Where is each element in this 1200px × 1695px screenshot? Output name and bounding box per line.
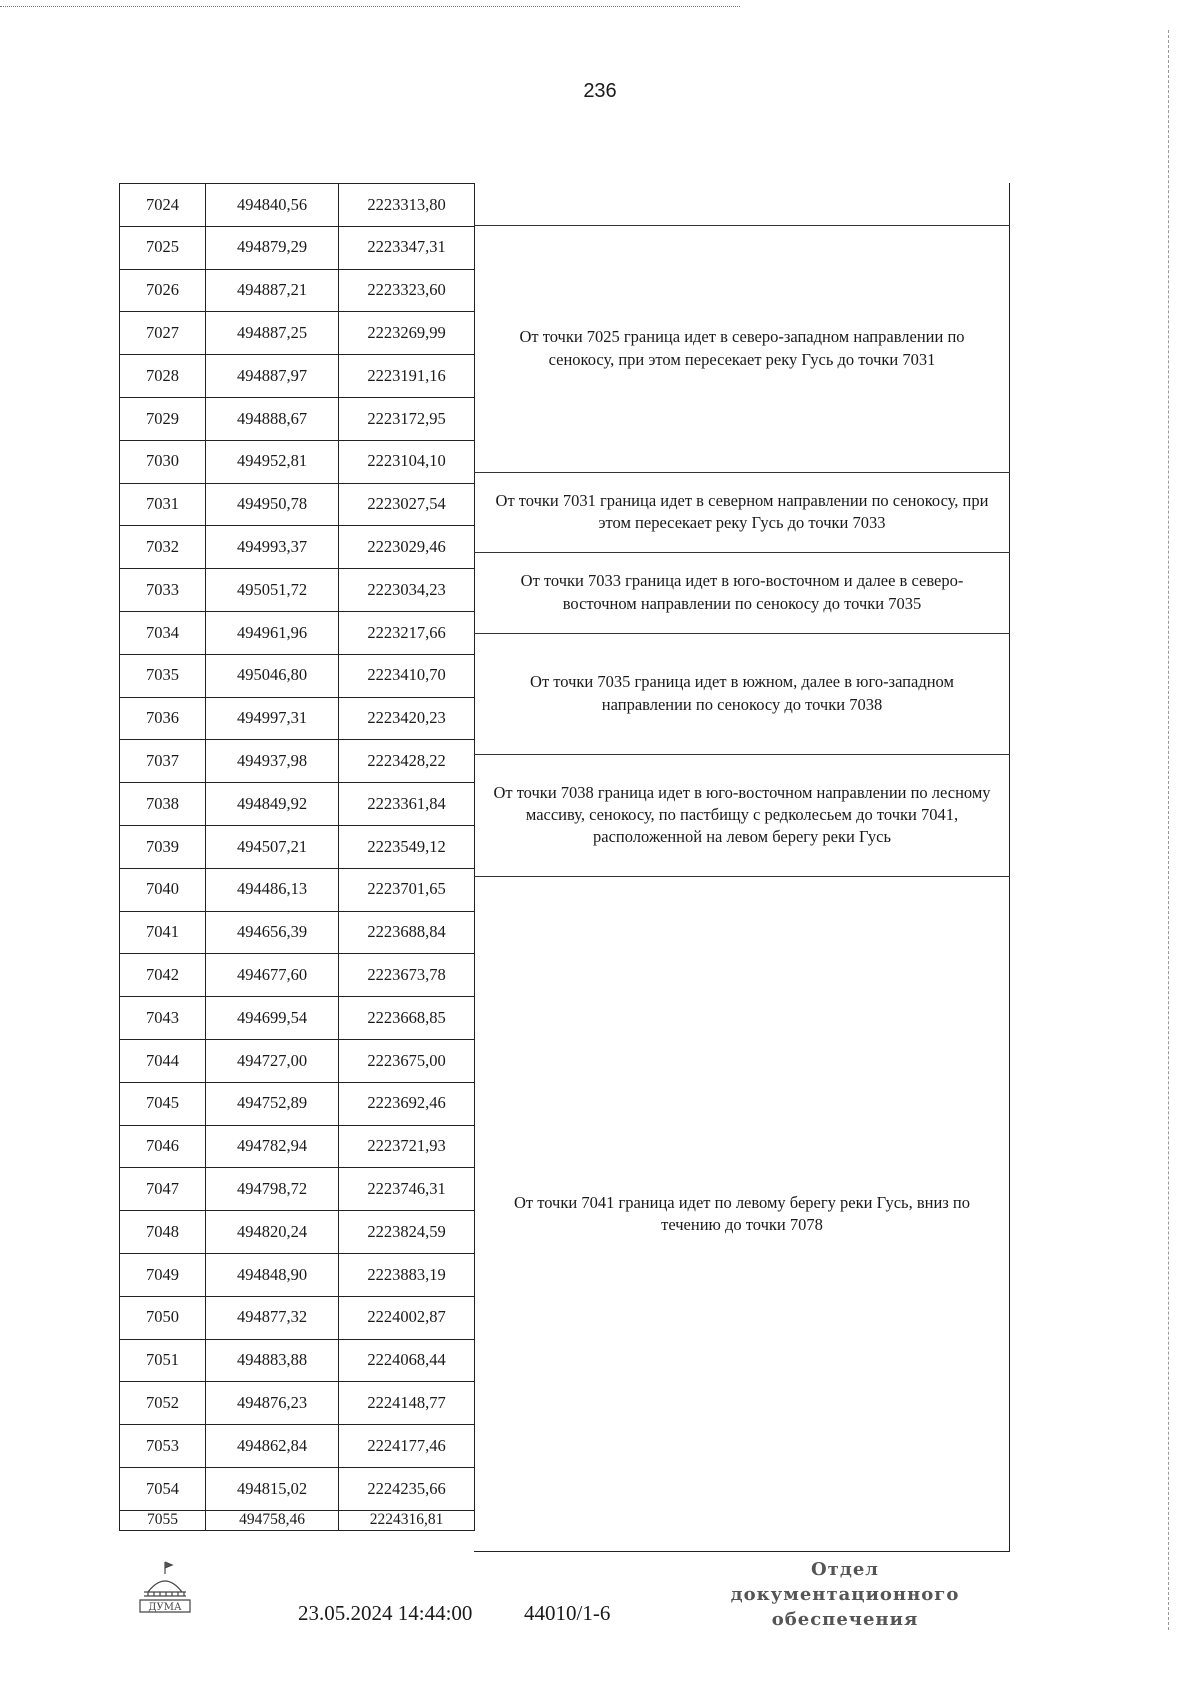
department-stamp [700,1557,990,1633]
y-coordinate-cell: 2224002,87 [339,1296,475,1339]
point-number-cell: 7050 [120,1296,206,1339]
table-row [120,1382,475,1425]
point-number-cell: 7026 [120,269,206,312]
x-coordinate-cell: 494887,21 [206,269,339,312]
x-coordinate-cell: 494840,56 [206,184,339,227]
point-number-cell: 7044 [120,1039,206,1082]
y-coordinate-cell: 2224148,77 [339,1382,475,1425]
y-coordinate-cell: 2224068,44 [339,1339,475,1382]
scan-edge-right [1168,30,1169,1630]
point-number-cell: 7041 [120,911,206,954]
table-row [120,1125,475,1168]
y-coordinate-cell: 2223410,70 [339,654,475,697]
table-row [120,397,475,440]
point-number-cell: 7048 [120,1211,206,1254]
y-coordinate-cell: 2223549,12 [339,825,475,868]
point-number-cell: 7031 [120,483,206,526]
y-coordinate-cell: 2224316,81 [339,1510,475,1530]
scan-edge-top [0,6,740,7]
y-coordinate-cell: 2223172,95 [339,397,475,440]
point-number-cell: 7055 [120,1510,206,1530]
x-coordinate-cell: 494815,02 [206,1467,339,1510]
x-coordinate-cell: 494820,24 [206,1211,339,1254]
table-row [120,654,475,697]
x-coordinate-cell: 494877,32 [206,1296,339,1339]
y-coordinate-cell: 2223675,00 [339,1039,475,1082]
point-number-cell: 7054 [120,1467,206,1510]
y-coordinate-cell: 2223104,10 [339,440,475,483]
table-row [120,697,475,740]
y-coordinate-cell: 2224177,46 [339,1425,475,1468]
coordinates-table [119,183,475,1531]
table-row [120,569,475,612]
point-number-cell: 7030 [120,440,206,483]
table-row [120,1467,475,1510]
x-coordinate-cell: 494862,84 [206,1425,339,1468]
y-coordinate-cell: 2223673,78 [339,954,475,997]
x-coordinate-cell: 494752,89 [206,1082,339,1125]
point-number-cell: 7049 [120,1253,206,1296]
point-number-cell: 7038 [120,783,206,826]
x-coordinate-cell: 494952,81 [206,440,339,483]
point-number-cell: 7034 [120,611,206,654]
point-number-cell: 7032 [120,526,206,569]
y-coordinate-cell: 2223361,84 [339,783,475,826]
point-number-cell: 7027 [120,312,206,355]
x-coordinate-cell: 494699,54 [206,997,339,1040]
y-coordinate-cell: 2223668,85 [339,997,475,1040]
point-number-cell: 7024 [120,184,206,227]
y-coordinate-cell: 2223746,31 [339,1168,475,1211]
x-coordinate-cell: 494950,78 [206,483,339,526]
y-coordinate-cell: 2223313,80 [339,184,475,227]
point-number-cell: 7042 [120,954,206,997]
table-row [120,269,475,312]
point-number-cell: 7037 [120,740,206,783]
description-column [474,183,1010,1552]
table-row [120,825,475,868]
x-coordinate-cell: 494997,31 [206,697,339,740]
x-coordinate-cell: 494758,46 [206,1510,339,1530]
table-row [120,954,475,997]
point-number-cell: 7040 [120,868,206,911]
table-row [120,440,475,483]
segment-description: От точки 7031 граница идет в северном направлении по сенокосу, при этом пересекает реку Гусь до точки 7033 [495,490,989,532]
duma-emblem-icon [134,1558,196,1616]
table-row [120,1211,475,1254]
x-coordinate-cell: 494782,94 [206,1125,339,1168]
y-coordinate-cell: 2223347,31 [339,226,475,269]
y-coordinate-cell: 2223688,84 [339,911,475,954]
table-row [120,740,475,783]
x-coordinate-cell: 494848,90 [206,1253,339,1296]
coordinates-table-body [120,184,475,1531]
table-row [120,997,475,1040]
y-coordinate-cell: 2223217,66 [339,611,475,654]
point-number-cell: 7029 [120,397,206,440]
y-coordinate-cell: 2223269,99 [339,312,475,355]
point-number-cell: 7045 [120,1082,206,1125]
y-coordinate-cell: 2223027,54 [339,483,475,526]
stamp-line: Отдел документационного [730,1559,960,1606]
point-number-cell: 7051 [120,1339,206,1382]
x-coordinate-cell: 494876,23 [206,1382,339,1425]
point-number-cell: 7039 [120,825,206,868]
table-row [120,1339,475,1382]
y-coordinate-cell: 2223883,19 [339,1253,475,1296]
segment-description: От точки 7041 граница идет по левому берегу реки Гусь, вниз по течению до точки 7078 [513,1192,970,1234]
point-number-cell: 7043 [120,997,206,1040]
table-row [120,1253,475,1296]
table-row [120,526,475,569]
table-row [120,226,475,269]
point-number-cell: 7036 [120,697,206,740]
x-coordinate-cell: 494879,29 [206,226,339,269]
boundary-table [119,183,1010,1552]
segment-description: От точки 7035 граница идет в южном, далее в юго-западном направлении по сенокосу до точки 7038 [530,672,954,714]
x-coordinate-cell: 495051,72 [206,569,339,612]
y-coordinate-cell: 2224235,66 [339,1467,475,1510]
x-coordinate-cell: 494727,00 [206,1039,339,1082]
y-coordinate-cell: 2223029,46 [339,526,475,569]
stamp-line: обеспечения [771,1609,919,1631]
table-row [120,1082,475,1125]
x-coordinate-cell: 494883,88 [206,1339,339,1382]
segment-description: От точки 7033 граница идет в юго-восточном и далее в северо-восточном направлении по сенокосу до точки 7035 [520,571,964,613]
point-number-cell: 7053 [120,1425,206,1468]
y-coordinate-cell: 2223420,23 [339,697,475,740]
table-row [120,312,475,355]
x-coordinate-cell: 494849,92 [206,783,339,826]
y-coordinate-cell: 2223701,65 [339,868,475,911]
y-coordinate-cell: 2223323,60 [339,269,475,312]
table-row [120,1039,475,1082]
table-row [120,483,475,526]
y-coordinate-cell: 2223692,46 [339,1082,475,1125]
x-coordinate-cell: 494486,13 [206,868,339,911]
table-row [120,1510,475,1530]
page-number: 236 [583,80,617,102]
table-row [120,184,475,227]
segment-description: От точки 7025 граница идет в северо-западном направлении по сенокосу, при этом пересекает реку Гусь до точки 7031 [519,327,965,369]
y-coordinate-cell: 2223191,16 [339,355,475,398]
point-number-cell: 7035 [120,654,206,697]
table-row [120,1296,475,1339]
table-row [120,911,475,954]
x-coordinate-cell: 494887,97 [206,355,339,398]
table-row [120,355,475,398]
y-coordinate-cell: 2223428,22 [339,740,475,783]
table-row [120,868,475,911]
point-number-cell: 7046 [120,1125,206,1168]
point-number-cell: 7052 [120,1382,206,1425]
table-row [120,783,475,826]
x-coordinate-cell: 494961,96 [206,611,339,654]
x-coordinate-cell: 495046,80 [206,654,339,697]
svg-text:ДУМА: ДУМА [148,1602,182,1613]
y-coordinate-cell: 2223034,23 [339,569,475,612]
y-coordinate-cell: 2223721,93 [339,1125,475,1168]
x-coordinate-cell: 494677,60 [206,954,339,997]
table-row [120,1425,475,1468]
footer-datetime: 23.05.2024 14:44:00 [298,1601,473,1625]
x-coordinate-cell: 494887,25 [206,312,339,355]
footer-document-code: 44010/1-6 [524,1601,611,1625]
x-coordinate-cell: 494507,21 [206,825,339,868]
point-number-cell: 7025 [120,226,206,269]
y-coordinate-cell: 2223824,59 [339,1211,475,1254]
x-coordinate-cell: 494937,98 [206,740,339,783]
x-coordinate-cell: 494888,67 [206,397,339,440]
x-coordinate-cell: 494656,39 [206,911,339,954]
point-number-cell: 7033 [120,569,206,612]
x-coordinate-cell: 494798,72 [206,1168,339,1211]
segment-description: От точки 7038 граница идет в юго-восточном направлении по лесному массиву, сенокосу, по пастбищу с редколесьем до точки 7041, расположенной на левом берегу реки Гусь [493,782,991,847]
point-number-cell: 7047 [120,1168,206,1211]
table-row [120,1168,475,1211]
table-row [120,611,475,654]
point-number-cell: 7028 [120,355,206,398]
x-coordinate-cell: 494993,37 [206,526,339,569]
